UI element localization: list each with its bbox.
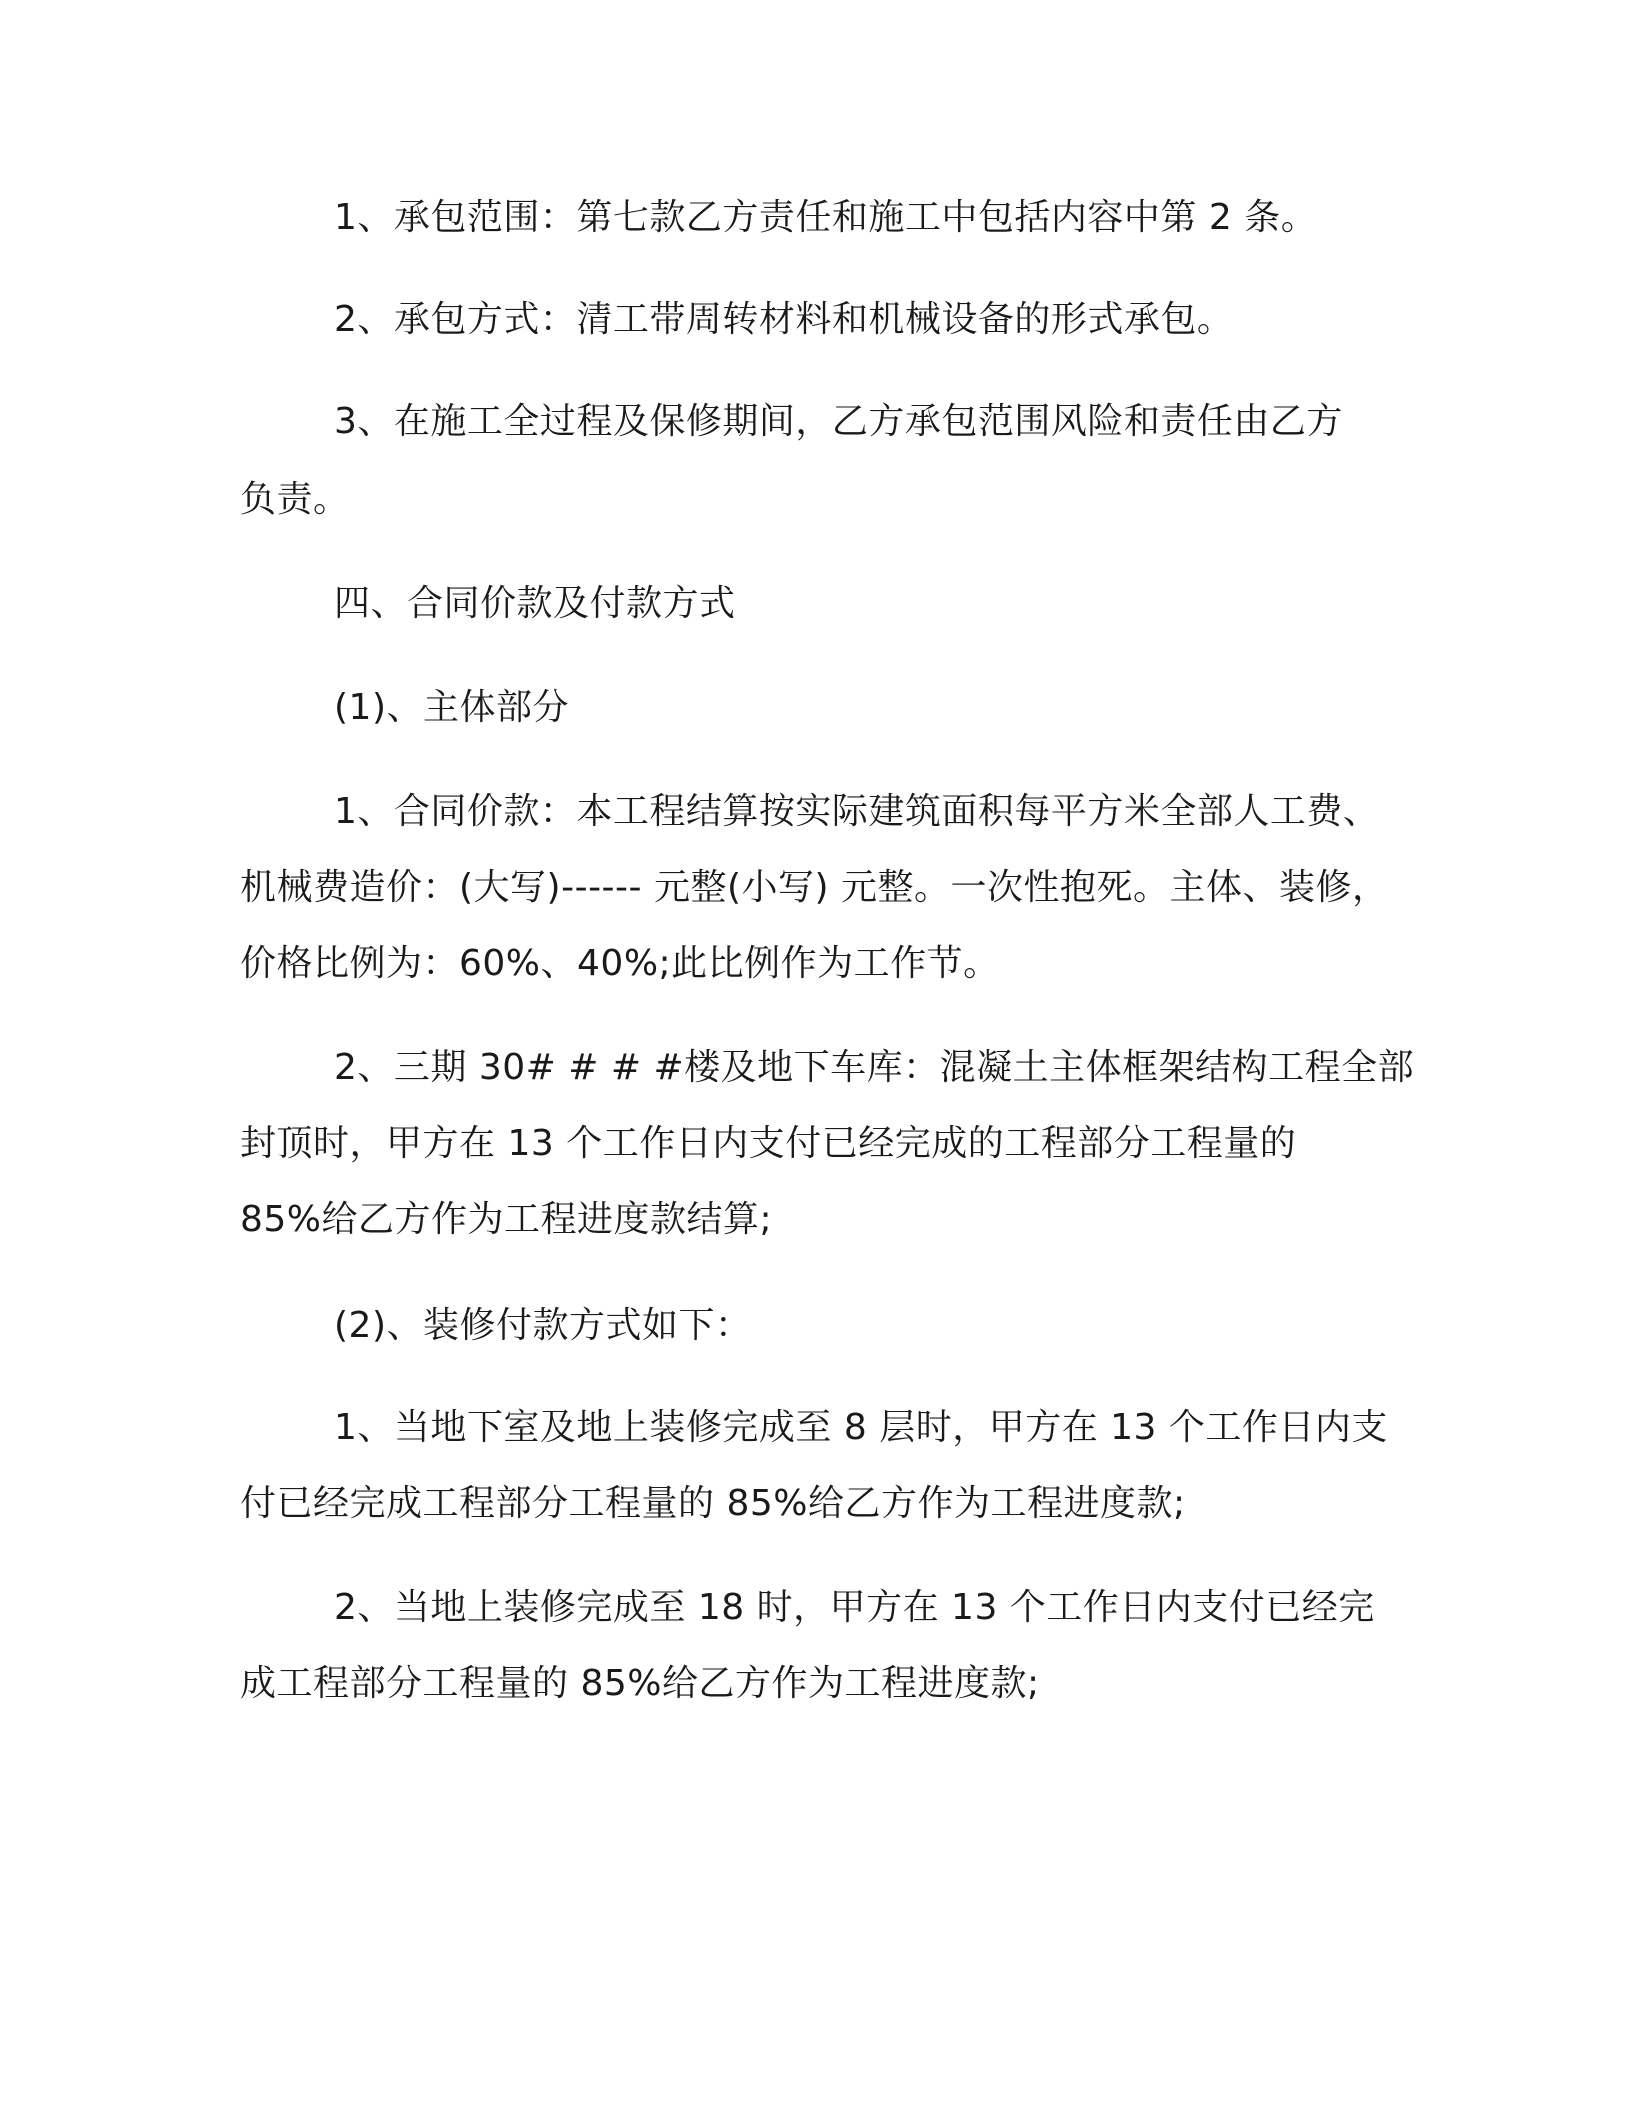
subsection-heading-2: (2)、装修付款方式如下：: [334, 1305, 752, 1346]
text-line-16: 2、当地上装修完成至 18 时，甲方在 13 个工作日内支付已经完: [334, 1587, 1375, 1628]
text-line-15: 付已经完成工程部分工程量的 85%给乙方作为工程进度款;: [240, 1483, 1186, 1524]
text-line-10: 2、三期 30# # # #楼及地下车库：混凝土主体框架结构工程全部: [334, 1047, 1415, 1088]
text-line-1: 1、承包范围：第七款乙方责任和施工中包括内容中第 2 条。: [334, 197, 1318, 238]
text-line-12: 85%给乙方作为工程进度款结算;: [240, 1199, 773, 1240]
text-line-9: 价格比例为：60%、40%;此比例作为工作节。: [240, 943, 1000, 984]
text-line-14: 1、当地下室及地上装修完成至 8 层时，甲方在 13 个工作日内支: [334, 1407, 1388, 1448]
text-line-2: 2、承包方式：清工带周转材料和机械设备的形式承包。: [334, 299, 1234, 340]
text-line-3: 3、在施工全过程及保修期间，乙方承包范围风险和责任由乙方: [334, 401, 1343, 442]
text-line-7: 1、合同价款：本工程结算按实际建筑面积每平方米全部人工费、: [334, 791, 1380, 832]
text-line-11: 封顶时，甲方在 13 个工作日内支付已经完成的工程部分工程量的: [240, 1123, 1297, 1164]
text-line-8: 机械费造价：(大写)------ 元整(小写) 元整。一次性抱死。主体、装修，: [240, 867, 1389, 908]
text-line-4: 负责。: [240, 479, 350, 520]
section-heading: 四、合同价款及付款方式: [334, 583, 736, 624]
text-line-17: 成工程部分工程量的 85%给乙方作为工程进度款;: [240, 1663, 1040, 1704]
subsection-heading-1: (1)、主体部分: [334, 687, 569, 728]
